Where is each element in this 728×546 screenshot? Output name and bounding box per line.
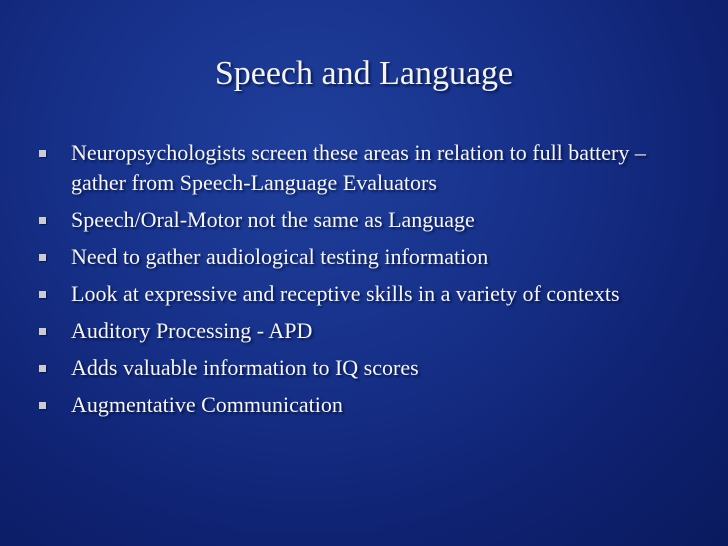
square-bullet-icon xyxy=(39,328,46,335)
bullet-text: Need to gather audiological testing information xyxy=(71,244,489,269)
bullet-text: Speech/Oral-Motor not the same as Language xyxy=(71,207,475,232)
bullet-text: Adds valuable information to IQ scores xyxy=(71,355,419,380)
slide-title: Speech and Language xyxy=(214,55,514,92)
bullet-text: Auditory Processing - APD xyxy=(71,318,313,343)
square-bullet-icon xyxy=(39,365,46,372)
square-bullet-icon xyxy=(39,402,46,409)
bullet-item xyxy=(38,138,698,198)
bullet-item xyxy=(38,316,698,346)
bullet-text: Look at expressive and receptive skills in a variety of contexts xyxy=(71,281,620,306)
bullet-item xyxy=(38,353,698,383)
square-bullet-icon xyxy=(39,291,46,298)
bullet-text: Neuropsychologists screen these areas in relation to full battery – gather from Speech-Language Evaluators xyxy=(71,140,646,195)
bullet-list xyxy=(38,138,698,427)
bullet-item xyxy=(38,279,698,309)
square-bullet-icon xyxy=(39,150,46,157)
bullet-item xyxy=(38,390,698,420)
bullet-text: Augmentative Communication xyxy=(71,392,343,417)
square-bullet-icon xyxy=(39,254,46,261)
bullet-item xyxy=(38,242,698,272)
square-bullet-icon xyxy=(39,217,46,224)
bullet-item xyxy=(38,205,698,235)
